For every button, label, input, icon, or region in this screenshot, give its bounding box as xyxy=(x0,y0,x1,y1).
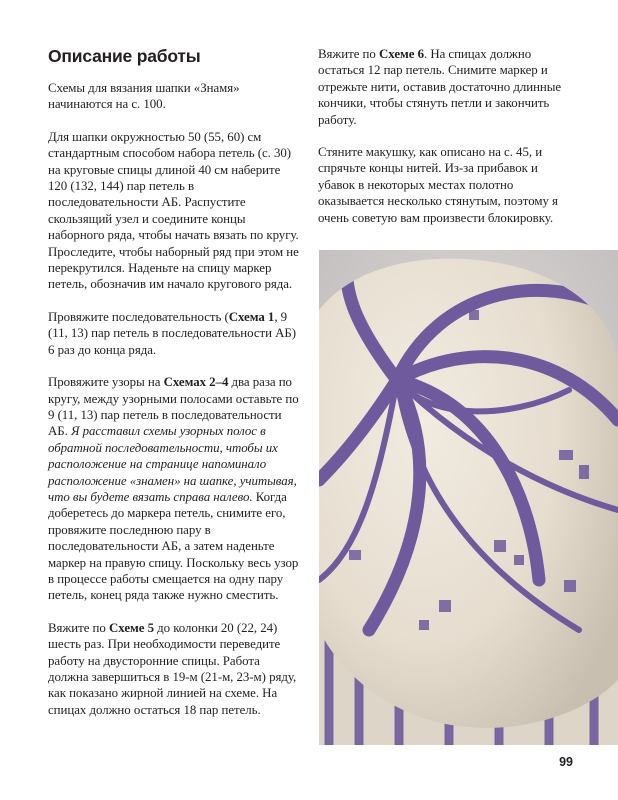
paragraph-chart-6: Вяжите по Схеме 6. На спицах должно остаться 12 пар петель. Снимите маркер и отрежьте нити, оставив достаточно длинные кончики, чтобы стянуть петли и закончить работу. xyxy=(318,47,562,127)
chart-ref-1: Схема 1 xyxy=(228,309,275,324)
paragraph-chart-5: Вяжите по Схеме 5 до колонки 20 (22, 24) шесть раз. При необходимости переведите работу на двусторонние спицы. Работа должна завершиться в 19-м (21-м, 23-м) ряду, как показано жирной линией на схеме. На спицах должно остаться 18 пар петель. xyxy=(48,620,297,717)
paragraph-patterns: Провяжите узоры на Схемах 2–4 два раза по кругу, между узорными полосами оставьте по 9 (11, 13) пар петель в последовательности АБ. Я расставил схемы узорных полос в обратной последовательности, чтобы их расположение на странице напоминало расположение «знамен» на шапке, учитывая, что вы будете вязать справа налево. Когда доберетесь до маркера петель, снимите его, провяжите последнюю пару в последовательности АБ, а затем наденьте маркер на правую спицу. Поскольку весь узор в процессе работы смещается на одну пару петель, конец ряда также нужно сместить. xyxy=(48,375,299,603)
paragraph-cast-on: Для шапки окружностью 50 (55, 60) см стандартным способом набора петель (с. 30) на круговые спицы длиной 40 см наберите 120 (132, 144) пар петель в последовательности АБ. Распустите скользящий узел и соедините концы наборного ряда, чтобы начать вязать по кругу. Проследите, чтобы наборный ряд при этом не перекрутился. Наденьте на спицу маркер петель, обозначив им начало кругового ряда. xyxy=(48,129,299,292)
chart-ref-2-4: Схемах 2–4 xyxy=(163,375,229,390)
paragraph-charts-ref: Схемы для вязания шапки «Знамя» начинаются на с. 100. xyxy=(48,81,240,112)
section-heading: Описание работы xyxy=(48,46,201,66)
paragraph-finishing: Стяните макушку, как описано на с. 45, и спрячьте концы нитей. Из-за прибавок и убавок в некоторых местах полотно оказывается несколько стянутым, поэтому я очень советую вам произвести блокировку. xyxy=(318,145,558,225)
chart-ref-6: Схеме 6 xyxy=(378,47,424,61)
chart-ref-5: Схеме 5 xyxy=(108,620,154,635)
right-column xyxy=(318,46,576,242)
author-note: Я расставил схемы узорных полос в обратной последовательности, чтобы их расположение на странице напоминало расположение «знамен» на шапке, учитывая, что вы будете вязать справа налево. xyxy=(48,424,297,504)
paragraph-sequence: Провяжите последовательность (Схема 1, 9 (11, 13) пар петель в последовательности АБ) 6 раз до конца ряда. xyxy=(48,309,296,357)
left-column xyxy=(48,80,300,734)
knitted-hat-photo xyxy=(319,250,618,745)
page-number: 99 xyxy=(559,755,573,769)
